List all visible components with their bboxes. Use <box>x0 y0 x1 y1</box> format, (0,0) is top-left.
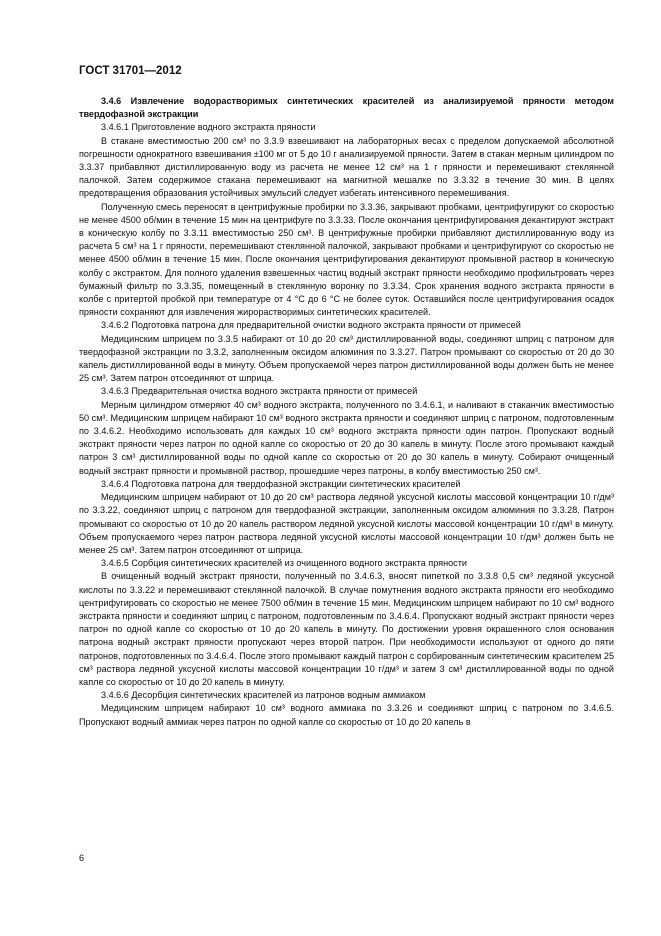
paragraph: Полученную смесь переносят в центрифужные пробирки по 3.3.36, закрывают пробками, центрифугируют со скоростью не менее 4500 об/мин в течение 15 мин на центрифуге по 3.3.33. После окончания центрифугирования декантируют экстракт в коническую колбу по 3.3.11 вместимостью 250 см³. В центрифужные пробирки прибавляют дистиллированную воду из расчета 5 см³ на 1 г пряности, перемешивают стеклянной палочкой, закрывают пробками и центрифугируют со скоростью не менее 4500 об/мин в течение 15 мин. После окончания центрифугирования декантируют промывной раствор в коническую колбу с экстрактом. Для полного удаления взвешенных частиц водный экстракт пряности необходимо профильтровать через бумажный фильтр по 3.3.35, помещенный в стеклянную воронку по 3.3.34. Срок хранения водного экстракта пряности в колбе с притертой пробкой при температуре от 4 °C до 6 °C не более суток. Оставшийся после центрифугирования осадок пряности сохраняют для извлечения жирорастворимых синтетических красителей. <box>79 201 614 318</box>
subsection-heading: 3.4.6.6 Десорбция синтетических красителей из патронов водным аммиаком <box>101 690 426 701</box>
section-heading: 3.4.6 Извлечение водорастворимых синтетических красителей из анализируемой пряности методом твердофазной экстракции <box>79 96 614 120</box>
subsection-heading: 3.4.6.2 Подготовка патрона для предварительной очистки водного экстракта пряности от примесей <box>101 320 521 331</box>
paragraph: Медицинским шприцем по 3.3.5 набирают от 10 до 20 см³ дистиллированной воды, соединяют шприц с патроном для твердофазной экстракции по 3.3.2, заполненным оксидом алюминия по 3.3.27. Патрон промывают со скоростью от 20 до 30 капель дистиллированной воды в минуту. Объем пропускаемой через патрон дистиллированной воды должен быть не менее 25 см³. Затем патрон отсоединяют от шприца. <box>79 333 614 384</box>
paragraph: Мерным цилиндром отмеряют 40 см³ водного экстракта, полученного по 3.4.6.1, и наливают в стаканчик вместимостью 50 см³. Медицинским шприцем набирают 10 см³ водного экстракта пряности и соединяют шприц с патроном, подготовленным по 3.4.6.2. Необходимо использовать для каждых 10 см³ водного экстракта пряности один патрон. Пропускают водный экстракт пряности через патрон по одной капле со скоростью от 20 до 30 капель в минуту. После этого промывают каждый патрон 3 см³ дистиллированной воды по одной капле со скоростью от 20 до 30 капель в минуту. Собирают очищенный водный экстракт пряности и промывной раствор, прошедшие через патроны, в колбу вместимостью 250 см³. <box>79 399 614 476</box>
subsection-heading: 3.4.6.5 Сорбция синтетических красителей из очищенного водного экстракта пряности <box>101 558 467 569</box>
paragraph: Медицинским шприцем набирают 10 см³ водного аммиака по 3.3.26 и соединяют шприц с патроном по 3.4.6.5. Пропускают водный аммиак через патрон по одной капле со скоростью от 10 до 20 капель в <box>79 703 614 727</box>
paragraph: Медицинским шприцем набирают от 10 до 20 см³ раствора ледяной уксусной кислоты массовой концентрации 10 г/дм³ по 3.3.22, соединяют шприц с патроном для твердофазной экстракции, заполненным оксидом алюминия по 3.3.28. Патрон промывают со скоростью от 10 до 20 капель раствором ледяной уксусной кислоты массовой концентрации 10 г/дм³ в минуту. Объем пропускаемого через патрон раствора ледяной уксусной кислоты массовой концентрации 10 г/дм³ должен быть не менее 25 см³. Затем патрон отсоединяют от шприца. <box>79 492 614 555</box>
subsection-heading: 3.4.6.4 Подготовка патрона для твердофазной экстракции синтетических красителей <box>101 478 461 489</box>
document-body <box>79 95 614 729</box>
page-number: 6 <box>79 853 85 863</box>
subsection-heading: 3.4.6.1 Приготовление водного экстракта пряности <box>101 122 316 133</box>
paragraph: В очищенный водный экстракт пряности, полученный по 3.4.6.3, вносят пипеткой по 3.3.8 0,5 см³ ледяной уксусной кислоты по 3.3.22 и перемешивают стеклянной палочкой. В случае помутнения водного экстракта пряности его необходимо центрифугировать со скоростью не менее 7500 об/мин в течение 15 мин. Медицинским шприцем набирают по 10 см³ водного экстракта пряности и соединяют шприц с патроном, подготовленным по 3.4.6.4. Пропускают водный экстракт пряности через патрон по одной капле со скоростью от 10 до 20 капель в минуту. По достижении уровня окрашенного слоя основания патрона водный экстракт пряности пропускают через второй патрон. При необходимости используют от одного до пяти патронов, подготовленных по 3.4.6.4. После этого промывают каждый патрон с сорбированным синтетическим красителем 25 см³ раствора ледяной уксусной кислоты массовой концентрации 10 г/дм³ и затем 3 см³ дистиллированной воды по одной капле со скоростью от 10 до 20 капель в минуту. <box>79 571 614 687</box>
document-header: ГОСТ 31701—2012 <box>79 65 182 77</box>
paragraph: В стакане вместимостью 200 см³ по 3.3.9 взвешивают на лабораторных весах с пределом допускаемой абсолютной погрешности однократного взвешивания ±100 мг от 5 до 10 г анализируемой пряности. Затем в стакан мерным цилиндром по 3.3.37 прибавляют дистиллированную воду из расчета не менее 12 см³ на 1 г пряности и перемешивают стеклянной палочкой. Затем содержимое стакана перемешивают на магнитной мешалке по 3.3.32 в течение 30 мин. В целях предотвращения образования устойчивых эмульсий следует избегать интенсивного перемешивания. <box>79 135 614 199</box>
subsection-heading: 3.4.6.3 Предварительная очистка водного экстракта пряности от примесей <box>101 386 418 397</box>
